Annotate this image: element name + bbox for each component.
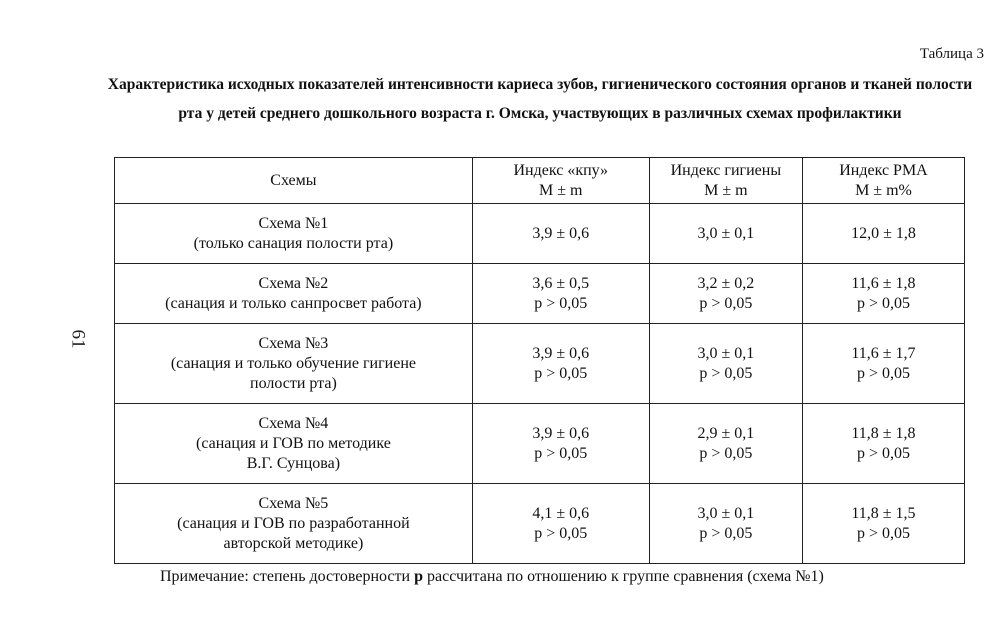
pma-cell: [802, 484, 964, 564]
table-title: Характеристика исходных показателей интенсивности кариеса зубов, гигиенического состояния органов и тканей полости рта у детей среднего дошкольного возраста г. Омска, участвующих в различных схемах профилактики: [107, 76, 973, 122]
scheme-description: (санация и ГОВ по методике: [196, 434, 391, 452]
hygiene-cell: [649, 264, 802, 324]
kpu-cell: [472, 324, 649, 404]
kpu-value: 4,1 ± 0,6: [532, 504, 590, 522]
scheme-description: (санация и ГОВ по разработанной: [177, 514, 410, 532]
hygiene-p-value: p > 0,05: [699, 444, 753, 462]
header-hygiene-unit: М ± m: [704, 181, 748, 199]
table-row: [115, 264, 965, 324]
header-pma: [802, 158, 964, 204]
pma-value: 11,8 ± 1,8: [851, 424, 916, 442]
table-row: [115, 324, 965, 404]
header-hygiene-label: Индекс гигиены: [670, 161, 782, 179]
hygiene-p-value: p > 0,05: [699, 294, 753, 312]
hygiene-value: 3,0 ± 0,1: [697, 504, 755, 522]
kpu-cell: [472, 264, 649, 324]
header-kpu-label: Индекс «кпу»: [513, 161, 609, 179]
data-table: [114, 157, 965, 564]
kpu-value: 3,9 ± 0,6: [532, 344, 590, 362]
kpu-value: 3,9 ± 0,6: [532, 424, 590, 442]
scheme-cell: [115, 204, 473, 264]
pma-p-value: p > 0,05: [856, 364, 910, 382]
header-hygiene: [649, 158, 802, 204]
kpu-cell: [472, 204, 649, 264]
scheme-title: Схема №3: [258, 334, 329, 352]
table-row: [115, 204, 965, 264]
hygiene-value: 3,0 ± 0,1: [697, 224, 755, 242]
scheme-description: (только санация полости рта): [193, 234, 394, 252]
pma-p-value: p > 0,05: [856, 444, 910, 462]
hygiene-value: 3,2 ± 0,2: [697, 274, 755, 292]
hygiene-value: 3,0 ± 0,1: [697, 344, 755, 362]
header-schemes-label: Схемы: [270, 171, 317, 189]
hygiene-cell: [649, 324, 802, 404]
footnote-suffix: рассчитана по отношению к группе сравнения (схема №1): [427, 568, 824, 585]
kpu-p-value: p > 0,05: [534, 294, 588, 312]
pma-value: 11,6 ± 1,8: [851, 274, 916, 292]
kpu-p-value: p > 0,05: [534, 524, 588, 542]
pma-cell: [802, 324, 964, 404]
pma-p-value: p > 0,05: [856, 524, 910, 542]
pma-p-value: p > 0,05: [856, 294, 910, 312]
scheme-cell: [115, 484, 473, 564]
pma-cell: [802, 404, 964, 484]
hygiene-p-value: p > 0,05: [699, 364, 753, 382]
scheme-title: Схема №2: [258, 274, 329, 292]
kpu-value: 3,9 ± 0,6: [532, 224, 590, 242]
table-row: [115, 484, 965, 564]
header-schemes: [115, 158, 473, 204]
header-pma-unit: М ± m%: [855, 181, 912, 199]
pma-value: 11,8 ± 1,5: [851, 504, 916, 522]
kpu-value: 3,6 ± 0,5: [532, 274, 590, 292]
kpu-cell: [472, 404, 649, 484]
scheme-title: Схема №5: [258, 494, 329, 512]
header-kpu-unit: М ± m: [539, 181, 583, 199]
pma-value: 12,0 ± 1,8: [851, 224, 916, 242]
table-label: Таблица 3: [919, 46, 984, 62]
footnote: [160, 568, 824, 586]
scheme-cell: [115, 264, 473, 324]
hygiene-p-value: p > 0,05: [699, 524, 753, 542]
hygiene-cell: [649, 404, 802, 484]
kpu-cell: [472, 484, 649, 564]
page-number: 61: [67, 329, 89, 349]
scheme-description: (санация и только санпросвет работа): [165, 294, 422, 312]
scheme-description-cont: полости рта): [250, 374, 337, 392]
kpu-p-value: p > 0,05: [534, 444, 588, 462]
pma-value: 11,6 ± 1,7: [851, 344, 916, 362]
scheme-title: Схема №4: [258, 414, 329, 432]
header-row: [115, 158, 965, 204]
scheme-description: (санация и только обучение гигиене: [170, 354, 416, 372]
table-row: [115, 404, 965, 484]
scheme-description-cont: авторской методике): [223, 534, 364, 552]
footnote-p-symbol: р: [414, 568, 423, 585]
pma-cell: [802, 264, 964, 324]
scheme-title: Схема №1: [258, 214, 329, 232]
header-kpu: [472, 158, 649, 204]
pma-cell: [802, 204, 964, 264]
header-pma-label: Индекс РМА: [839, 161, 928, 179]
scheme-description-cont: В.Г. Сунцова): [246, 454, 341, 472]
scheme-cell: [115, 404, 473, 484]
scheme-cell: [115, 324, 473, 404]
kpu-p-value: p > 0,05: [534, 364, 588, 382]
hygiene-cell: [649, 484, 802, 564]
hygiene-value: 2,9 ± 0,1: [697, 424, 755, 442]
footnote-prefix: Примечание: степень достоверности: [160, 568, 411, 585]
hygiene-cell: [649, 204, 802, 264]
